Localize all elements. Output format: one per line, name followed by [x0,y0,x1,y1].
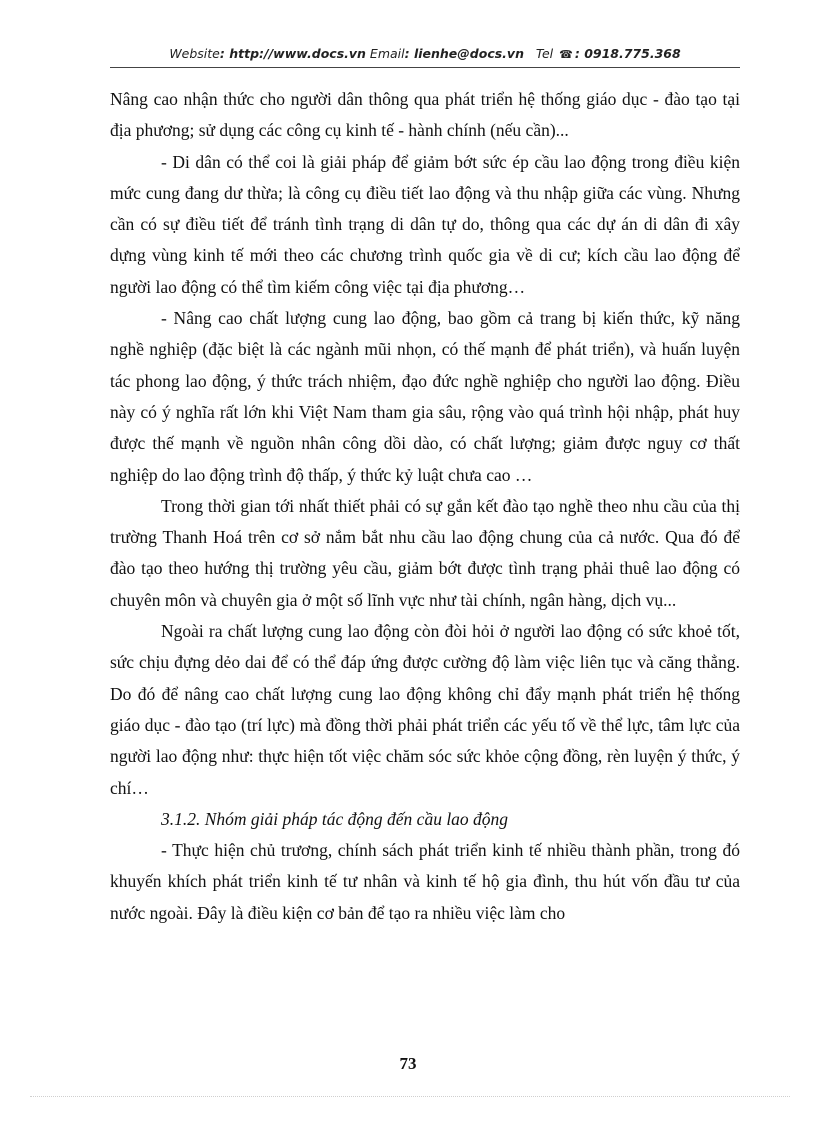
paragraph-4: Trong thời gian tới nhất thiết phải có sự gắn kết đào tạo nghề theo nhu cầu của thị trường Thanh Hoá trên cơ sở nắm bắt nhu cầu lao động chung của cả nước. Qua đó để đào tạo theo hướng thị trường yêu cầu, giảm bớt được tình trạng phải thuê lao động có chuyên môn và chuyên gia ở một số lĩnh vực như tài chính, ngân hàng, dịch vụ... [110,495,740,610]
paragraph-2: - Di dân có thể coi là giải pháp để giảm bớt sức ép cầu lao động trong điều kiện mức cung đang dư thừa; là công cụ điều tiết lao động và thu nhập giữa các vùng. Nhưng cần có sự điều tiết để tránh tình trạng di dân tự do, thông qua các dự án di dân đi xây dựng vùng kinh tế mới theo các chương trình quốc gia về di cư; kích cầu lao động để người lao động có thể tìm kiếm công việc tại địa phương… [110,151,740,297]
paragraph-3: - Nâng cao chất lượng cung lao động, bao gồm cả trang bị kiến thức, kỹ năng nghề nghiệp (đặc biệt là các ngành mũi nhọn, có thế mạnh để phát triển), và huấn luyện tác phong lao động, ý thức trách nhiệm, đạo đức nghề nghiệp cho người lao động. Điều này có ý nghĩa rất lớn khi Việt Nam tham gia sâu, rộng vào quá trình hội nhập, phát huy được thế mạnh về nguồn nhân công dồi dào, có chất lượng; giảm được nguy cơ thất nghiệp do lao động trình độ thấp, ý thức kỷ luật chưa cao … [110,308,740,485]
paragraph-5: Ngoài ra chất lượng cung lao động còn đòi hỏi ở người lao động có sức khoẻ tốt, sức chịu đựng dẻo dai để có thể đáp ứng được cường độ làm việc liên tục và căng thẳng. Do đó để nâng cao chất lượng cung lao động không chỉ đẩy mạnh phát triển hệ thống giáo dục - đào tạo (trí lực) mà đồng thời phải phát triển các yếu tố về thể lực, tâm lực của người lao động như: thực hiện tốt việc chăm sóc sức khỏe cộng đồng, rèn luyện ý thức, ý chí… [110,621,740,798]
tel-label: Tel [535,46,554,61]
page-number: 73 [399,1054,417,1073]
telephone-icon: ☎ [559,48,573,61]
email-label: Email [369,46,405,61]
header-divider [110,67,740,68]
footer-divider [30,1096,790,1097]
email-link[interactable]: : lienhe@docs.vn [404,46,524,61]
section-heading: 3.1.2. Nhóm giải pháp tác động đến cầu lao động [161,808,509,829]
tel-number: : 0918.775.368 [574,46,681,61]
paragraph-6: - Thực hiện chủ trương, chính sách phát triển kinh tế nhiều thành phần, trong đó khuyến khích phát triển kinh tế tư nhân và kinh tế hộ gia đình, thu hút vốn đầu tư của nước ngoài. Đây là điều kiện cơ bản để tạo ra nhiều việc làm cho [110,840,740,923]
website-link[interactable]: : http://www.docs.vn [219,46,366,61]
paragraph-1: Nâng cao nhận thức cho người dân thông qua phát triển hệ thống giáo dục - đào tạo tại địa phương; sử dụng các công cụ kinh tế - hành chính (nếu cần)... [110,89,740,141]
document-body [110,84,740,929]
website-label: Website [169,46,220,61]
page-header [110,46,740,61]
